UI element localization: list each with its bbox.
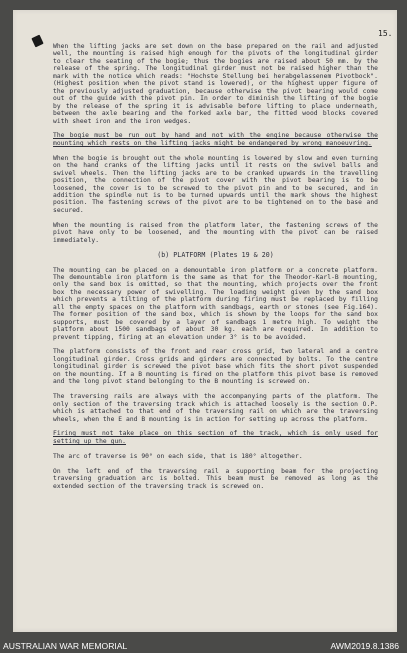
paragraph-supporting-beam: On the left end of the traversing rail a supporting beam for the projecting traversing graduation arc is bolted. This beam must be removed as long as the extended section of the traversing track is screwed on. bbox=[53, 467, 378, 490]
punch-hole-mark bbox=[31, 35, 43, 48]
archive-reference: AWM2019.8.1386 bbox=[330, 641, 399, 651]
paragraph-lifting-jacks: When the lifting jacks are set down on the base prepared on the rail and adjusted well, the mounting is raised high enough for the pivots of the longitudinal girder to clear the seating of the bogie; thus the bogies are raised about 50 mm. by the release of the spring. The longitudinal girder must not be raised higher than the mark with the notice which reads: "Hochste Stellung bei herabgelassenem Pivotbock". (Highest position when the pivot stand is lowered), or the highest upper figure of the previously adjusted graduation, because otherwise the pivot bearing would come out of the guide with the pivot pin. In order to diminish the lifting of the bogie by the release of the spring it is advisable before lifting to place underneath, between the axle bearing and the forked axle bar, the fitted wood blocks covered with sheet iron and the iron wedges. bbox=[53, 43, 378, 125]
paragraph-raised-from-platform: When the mounting is raised from the platform later, the fastening screws of the pivot have only to be loosened, and the mounting with the pivot can be raised immediately. bbox=[53, 221, 378, 244]
paragraph-bogie-run-out: The bogie must be run out by hand and not with the engine because otherwise the mounting which rests on the lifting jacks might be endangered by wrong manoeuvring. bbox=[53, 132, 378, 147]
document-body bbox=[53, 43, 378, 490]
document-page bbox=[13, 10, 397, 632]
paragraph-bogie-brought-out: When the bogie is brought out the whole mounting is lowered by slow and even turning on the hand cranks of the lifting jacks until it rests on the swivel balls and swivel wheels. Then the lifting jacks are to be cranked upwards in the travelling position, the connection of the pivot cover with the pivot bearing is to be loosened, the cover is to be screwed to the pivot pin and to be secured, and in addition the spindle nut is to be turned upwards until the mark shows the highest position. The fastening screws of the pivot are to be tightened on to the base and secured. bbox=[53, 154, 378, 214]
paragraph-traversing-rails: The traversing rails are always with the accompanying parts of the platform. The only section of the traversing track which is attached loosely is the section O.P. which is attached to that end of the traversing rail on which are the traversing wheels, when the E and B mounting is in action for setting up across the platform. bbox=[53, 393, 378, 423]
page-number: 15. bbox=[378, 29, 393, 38]
paragraph-platform-structure: The platform consists of the front and rear cross grid, two lateral and a centre longitudinal girder. Cross grids and girders are connected by bolts. To the centre longitudinal girder is screwed the pivot base which fits the short pivot suspended on the mounting. If a B mounting is fired on the platform this pivot base is removed and the long pivot stand belonging to the B mounting is screwed on. bbox=[53, 348, 378, 386]
archive-footer bbox=[0, 641, 407, 653]
paragraph-arc-of-traverse: The arc of traverse is 90° on each side, that is 180° altogether. bbox=[53, 452, 303, 460]
section-heading-platform: (b) PLATFORM (Plates 19 & 20) bbox=[157, 250, 274, 259]
institution-label: AUSTRALIAN WAR MEMORIAL bbox=[3, 641, 128, 651]
paragraph-demountable-platform: The mounting can be placed on a demountable iron platform or a concrete platform. The demountable iron platform is the same as that for the Theodor-Karl-B mounting, only the sand box is omitted, so that the mounting, which projects over the front box the necessary power of swivelling. The loading weight given by the sand box which prevents a tilting of the platform during firing must be replaced by filling all the empty spaces on the platform with sandbags, earth or stones (see Fig.164). The former position of the sand box, which is shown by the loops for the sand box supports, must be covered by a layer of sandbags 1 metre high. To weight the platform about 1500 sandbags of about 30 kg. each are required. In addition to prevent tipping, firing at an elevation under 3° is to be avoided. bbox=[53, 266, 378, 341]
paragraph-firing-restriction: Firing must not take place on this section of the track, which is only used for setting up the gun. bbox=[53, 430, 378, 445]
